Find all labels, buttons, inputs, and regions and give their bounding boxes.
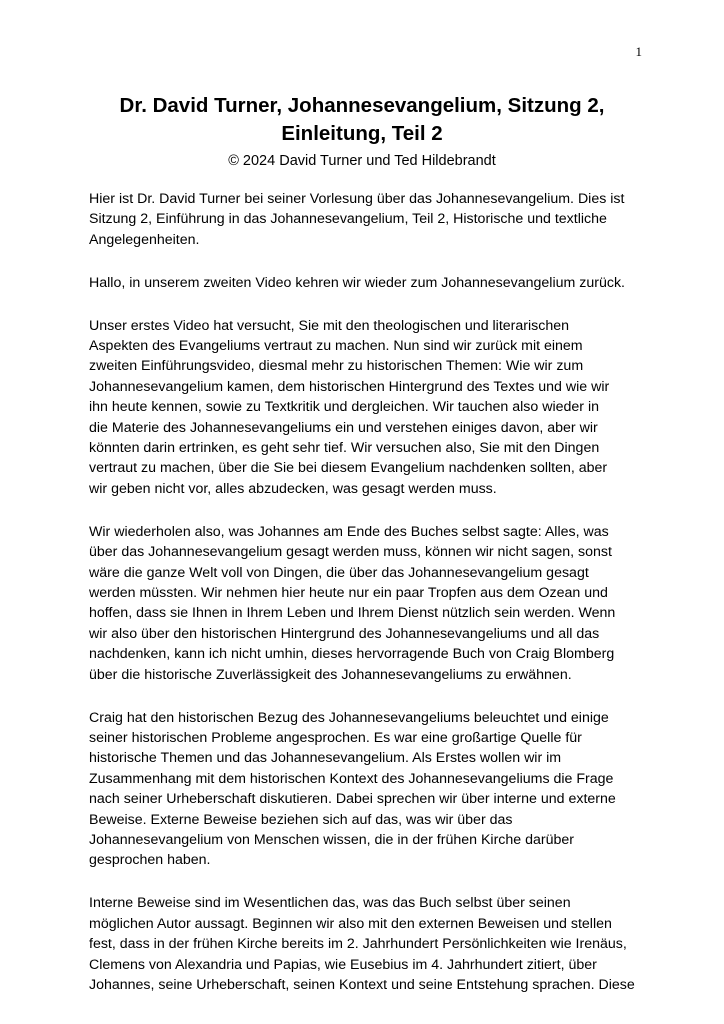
title-line: Einleitung, Teil 2 <box>281 122 443 145</box>
text-line: vertraut zu machen, über die Sie bei diesem Evangelium nachdenken sollten, aber <box>89 460 608 477</box>
text-line: Johannesevangelium kamen, dem historischen Hintergrund des Textes und wie wir <box>89 378 610 395</box>
text-line: Aspekten des Evangeliums vertraut zu machen. Nun sind wir zurück mit einem <box>89 338 583 355</box>
text-line: Craig hat den historischen Bezug des Johannesevangeliums beleuchtet und einige <box>89 709 609 726</box>
paragraph-first-video <box>89 316 649 500</box>
text-line: Unser erstes Video hat versucht, Sie mit den theologischen und literarischen <box>89 317 570 334</box>
text-line: möglichen Autor aussagt. Beginnen wir also mit den externen Beweisen und stellen <box>89 915 612 932</box>
text-line: Johannes, seine Urheberschaft, seinen Kontext und seine Entstehung sprachen. Diese <box>89 976 635 993</box>
text-line: fest, dass in der frühen Kirche bereits im 2. Jahrhundert Persönlichkeiten wie Irenäus, <box>89 936 627 953</box>
text-line: wir also über den historischen Hintergrund des Johannesevangeliums und all das <box>89 625 600 642</box>
text-line: über die historische Zuverlässigkeit des Johannesevangeliums zu erwähnen. <box>89 666 572 683</box>
title-line: Dr. David Turner, Johannesevangelium, Sitzung 2, <box>119 94 605 117</box>
paragraph-craig-blomberg <box>89 708 649 871</box>
text-line: seiner historischen Probleme angesprochen. Es war eine großartige Quelle für <box>89 729 582 746</box>
text-line: ihn heute kennen, sowie zu Textkritik und dergleichen. Wir tauchen also wieder in <box>89 399 599 416</box>
paragraph-internal-evidence <box>89 893 649 995</box>
text-line: Wir wiederholen also, was Johannes am Ende des Buches selbst sagte: Alles, was <box>89 523 609 540</box>
text-line: Beweise. Externe Beweise beziehen sich auf das, was wir über das <box>89 811 513 828</box>
paragraph-intro <box>89 189 649 250</box>
document-body <box>89 189 649 1018</box>
text-line: Sitzung 2, Einführung in das Johannesevangelium, Teil 2, Historische und textliche <box>89 211 607 228</box>
text-line: die Materie des Johannesevangeliums ein und verstehen einiges davon, aber wir <box>89 419 598 436</box>
text-line: über das Johannesevangelium gesagt werden muss, können wir nicht sagen, sonst <box>89 544 612 561</box>
page-number: 1 <box>635 44 642 59</box>
text-line: werden müssten. Wir nehmen hier heute nur ein paar Tropfen aus dem Ozean und <box>89 585 608 601</box>
text-line: Hallo, in unserem zweiten Video kehren wir wieder zum Johannesevangelium zurück. <box>89 274 625 291</box>
text-line: gesprochen haben. <box>89 852 211 869</box>
text-line: nachdenken, kann ich nicht umhin, dieses hervorragende Buch von Craig Blomberg <box>89 646 615 663</box>
text-line: Clemens von Alexandria und Papias, wie Eusebius im 4. Jahrhundert zitiert, über <box>89 956 597 973</box>
text-line: wäre die ganze Welt voll von Dingen, die über das Johannesevangelium gesagt <box>89 564 589 581</box>
text-line: nach seiner Urheberschaft diskutieren. Dabei sprechen wir über interne und externe <box>89 791 616 808</box>
paragraph-john-ending <box>89 522 649 685</box>
text-line: Johannesevangelium von Menschen wissen, die in der frühen Kirche darüber <box>89 831 575 848</box>
text-line: hoffen, dass sie Ihnen in Ihrem Leben und Ihrem Dienst nützlich sein werden. Wenn <box>89 605 616 622</box>
text-line: Angelegenheiten. <box>89 231 200 248</box>
document-title <box>80 92 644 148</box>
copyright-notice: © 2024 David Turner und Ted Hildebrandt <box>228 153 496 169</box>
text-line: Hier ist Dr. David Turner bei seiner Vorlesung über das Johannesevangelium. Dies ist <box>89 191 625 207</box>
paragraph-greeting <box>89 273 649 293</box>
text-line: zweiten Einführungsvideo, diesmal mehr zu historischen Themen: Wie wir zum <box>89 358 584 375</box>
text-line: historische Themen und das Johannesevangelium. Als Erstes wollen wir im <box>89 750 562 767</box>
text-line: wir geben nicht vor, alles abzudecken, was gesagt werden muss. <box>89 480 497 497</box>
text-line: könnten darin ertrinken, es geht sehr tief. Wir versuchen also, Sie mit den Dingen <box>89 440 600 457</box>
text-line: Interne Beweise sind im Wesentlichen das, was das Buch selbst über seinen <box>89 895 571 912</box>
text-line: Zusammenhang mit dem historischen Kontext des Johannesevangeliums die Frage <box>89 770 614 787</box>
